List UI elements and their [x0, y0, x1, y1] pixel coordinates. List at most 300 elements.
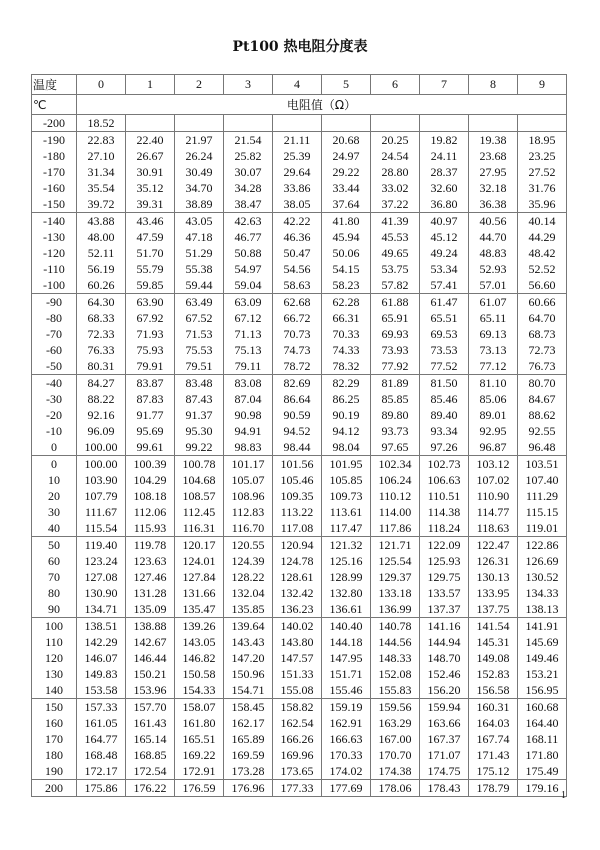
resistance-cell	[77, 375, 126, 456]
resistance-value: 58.23	[332, 278, 360, 292]
temperature-cell	[32, 132, 77, 213]
resistance-value: 73.93	[381, 343, 409, 357]
resistance-value: 151.71	[329, 667, 363, 681]
resistance-value: 19.38	[479, 133, 507, 147]
resistance-value: 108.96	[231, 489, 265, 503]
resistance-value: 86.25	[332, 392, 360, 406]
resistance-value: 37.22	[381, 197, 409, 211]
resistance-value: 43.05	[185, 214, 213, 228]
temperature-value: -40	[46, 376, 62, 390]
resistance-value: 128.61	[280, 570, 314, 584]
resistance-value: 141.16	[427, 619, 461, 633]
resistance-value: 74.73	[283, 343, 311, 357]
resistance-value: 34.28	[234, 181, 262, 195]
resistance-value: 59.04	[234, 278, 262, 292]
temperature-value: 20	[48, 489, 60, 503]
column-header: 8	[469, 75, 518, 95]
resistance-value: 176.59	[182, 781, 216, 795]
resistance-cell	[322, 780, 371, 797]
resistance-value: 125.54	[378, 554, 412, 568]
resistance-value: 41.80	[332, 214, 360, 228]
resistance-value: 72.33	[87, 327, 115, 341]
temperature-value: 200	[45, 781, 63, 795]
resistance-value: 117.08	[280, 521, 314, 535]
resistance-value: 128.99	[329, 570, 363, 584]
resistance-cell	[518, 132, 567, 213]
resistance-value: 159.94	[427, 700, 461, 714]
resistance-value: 40.14	[528, 214, 556, 228]
resistance-cell	[175, 780, 224, 797]
resistance-cell	[224, 213, 273, 294]
resistance-value: 163.66	[427, 716, 461, 730]
resistance-value: 18.52	[87, 116, 115, 130]
temperature-value: 110	[45, 635, 63, 649]
temperature-value: -140	[43, 214, 65, 228]
resistance-value: 133.18	[378, 586, 412, 600]
resistance-value: 49.65	[381, 246, 409, 260]
resistance-value: 158.82	[280, 700, 314, 714]
resistance-cell	[420, 456, 469, 537]
resistance-value: 57.82	[381, 278, 409, 292]
resistance-cell	[322, 213, 371, 294]
resistance-value: 63.90	[136, 295, 164, 309]
corner-label-unit: ℃	[32, 95, 77, 115]
resistance-value: 155.08	[280, 683, 314, 697]
resistance-value: 42.22	[283, 214, 311, 228]
resistance-value: 67.12	[234, 311, 262, 325]
temperature-cell	[32, 375, 77, 456]
resistance-cell	[77, 294, 126, 375]
resistance-cell	[322, 699, 371, 780]
resistance-value	[371, 115, 419, 131]
resistance-value: 141.91	[525, 619, 559, 633]
resistance-value: 154.71	[231, 683, 265, 697]
resistance-value: 111.67	[84, 505, 118, 519]
resistance-value: 113.61	[329, 505, 363, 519]
resistance-value: 38.05	[283, 197, 311, 211]
resistance-cell	[469, 780, 518, 797]
resistance-value: 68.33	[87, 311, 115, 325]
resistance-value: 67.92	[136, 311, 164, 325]
resistance-value: 142.29	[84, 635, 118, 649]
resistance-value: 132.04	[231, 586, 265, 600]
resistance-cell	[518, 115, 567, 132]
resistance-value: 171.80	[525, 748, 559, 762]
table-row-block	[32, 456, 567, 537]
resistance-value: 50.47	[283, 246, 311, 260]
resistance-value: 73.13	[479, 343, 507, 357]
resistance-value: 80.70	[528, 376, 556, 390]
resistance-value: 33.86	[283, 181, 311, 195]
resistance-value: 75.53	[185, 343, 213, 357]
resistance-value: 159.56	[378, 700, 412, 714]
temperature-value: 30	[48, 505, 60, 519]
table-row-block	[32, 294, 567, 375]
resistance-value: 164.03	[476, 716, 510, 730]
temperature-cell	[32, 213, 77, 294]
resistance-value: 61.07	[479, 295, 507, 309]
resistance-value: 35.96	[528, 197, 556, 211]
resistance-value: 55.38	[185, 262, 213, 276]
resistance-cell	[420, 618, 469, 699]
resistance-value: 109.35	[280, 489, 314, 503]
resistance-value: 35.54	[87, 181, 115, 195]
resistance-value: 50.88	[234, 246, 262, 260]
resistance-value: 55.79	[136, 262, 164, 276]
temperature-value: 0	[51, 457, 57, 471]
resistance-cell	[273, 780, 322, 797]
resistance-value: 28.80	[381, 165, 409, 179]
column-header: 2	[175, 75, 224, 95]
header-row-unit	[32, 95, 567, 115]
resistance-value: 150.58	[182, 667, 216, 681]
table-row-block	[32, 780, 567, 797]
resistance-cell	[224, 132, 273, 213]
resistance-value: 160.31	[476, 700, 510, 714]
resistance-value: 155.83	[378, 683, 412, 697]
resistance-value: 56.60	[528, 278, 556, 292]
resistance-value: 92.16	[87, 408, 115, 422]
resistance-cell	[371, 537, 420, 618]
resistance-value: 93.34	[430, 424, 458, 438]
resistance-value: 60.26	[87, 278, 115, 292]
resistance-value: 119.01	[525, 521, 559, 535]
resistance-value: 87.04	[234, 392, 262, 406]
resistance-value: 43.46	[136, 214, 164, 228]
resistance-value: 122.47	[476, 538, 510, 552]
resistance-value: 110.90	[476, 489, 510, 503]
resistance-value: 21.54	[234, 133, 262, 147]
table-row-block	[32, 537, 567, 618]
resistance-cell	[273, 132, 322, 213]
resistance-value: 44.70	[479, 230, 507, 244]
resistance-cell	[469, 456, 518, 537]
resistance-value: 175.49	[525, 764, 559, 778]
resistance-value: 159.19	[329, 700, 363, 714]
resistance-cell	[175, 456, 224, 537]
temperature-value: -110	[43, 262, 65, 276]
resistance-value: 167.37	[427, 732, 461, 746]
resistance-value: 173.28	[231, 764, 265, 778]
resistance-cell	[469, 537, 518, 618]
resistance-value: 110.12	[378, 489, 412, 503]
resistance-value: 101.56	[280, 457, 314, 471]
resistance-value: 83.48	[185, 376, 213, 390]
resistance-cell	[126, 115, 175, 132]
resistance-value: 126.69	[525, 554, 559, 568]
resistance-cell	[175, 213, 224, 294]
resistance-value: 177.33	[280, 781, 314, 795]
temperature-value: 10	[48, 473, 60, 487]
temperature-value: 150	[45, 700, 63, 714]
resistance-value: 137.37	[427, 602, 461, 616]
resistance-value: 89.80	[381, 408, 409, 422]
temperature-value: 180	[45, 748, 63, 762]
resistance-value	[518, 115, 566, 131]
resistance-value: 176.96	[231, 781, 265, 795]
resistance-value: 48.83	[479, 246, 507, 260]
resistance-value: 133.57	[427, 586, 461, 600]
resistance-value: 60.66	[528, 295, 556, 309]
resistance-value: 97.26	[430, 440, 458, 454]
resistance-value: 136.23	[280, 602, 314, 616]
resistance-value: 175.12	[476, 764, 510, 778]
resistance-value: 105.46	[280, 473, 314, 487]
resistance-cell	[273, 618, 322, 699]
resistance-cell	[175, 115, 224, 132]
resistance-value: 96.87	[479, 440, 507, 454]
table-row-block	[32, 132, 567, 213]
resistance-value: 103.51	[525, 457, 559, 471]
resistance-value: 25.39	[283, 149, 311, 163]
temperature-value: -180	[43, 149, 65, 163]
resistance-value: 170.70	[378, 748, 412, 762]
header-row-columns	[32, 75, 567, 95]
resistance-value: 90.98	[234, 408, 262, 422]
resistance-value: 77.92	[381, 359, 409, 373]
resistance-value: 83.87	[136, 376, 164, 390]
temperature-value: 40	[48, 521, 60, 535]
resistance-value: 37.64	[332, 197, 360, 211]
resistance-value: 62.68	[283, 295, 311, 309]
resistance-value: 99.61	[136, 440, 164, 454]
resistance-value: 68.73	[528, 327, 556, 341]
resistance-value: 133.95	[476, 586, 510, 600]
resistance-value: 100.00	[84, 457, 118, 471]
resistance-value: 104.29	[133, 473, 167, 487]
resistance-value: 29.22	[332, 165, 360, 179]
temperature-cell	[32, 294, 77, 375]
resistance-cell	[224, 618, 273, 699]
resistance-value: 59.85	[136, 278, 164, 292]
resistance-cell	[126, 699, 175, 780]
resistance-value: 26.24	[185, 149, 213, 163]
temperature-value: 50	[48, 538, 60, 552]
resistance-cell	[273, 213, 322, 294]
resistance-value	[224, 115, 272, 131]
resistance-cell	[77, 213, 126, 294]
resistance-cell	[273, 375, 322, 456]
resistance-value: 94.52	[283, 424, 311, 438]
resistance-value: 98.04	[332, 440, 360, 454]
resistance-value: 79.11	[234, 359, 262, 373]
resistance-value: 171.43	[476, 748, 510, 762]
resistance-cell	[126, 618, 175, 699]
resistance-value: 22.83	[87, 133, 115, 147]
table-row-block	[32, 618, 567, 699]
resistance-value: 81.50	[430, 376, 458, 390]
resistance-value: 163.29	[378, 716, 412, 730]
resistance-value: 76.33	[87, 343, 115, 357]
resistance-value: 110.51	[427, 489, 461, 503]
resistance-value	[469, 115, 517, 131]
resistance-value: 97.65	[381, 440, 409, 454]
resistance-value: 158.45	[231, 700, 265, 714]
temperature-value: 90	[48, 602, 60, 616]
resistance-value: 77.52	[430, 359, 458, 373]
resistance-cell	[371, 375, 420, 456]
resistance-cell	[224, 780, 273, 797]
resistance-value: 62.28	[332, 295, 360, 309]
column-header: 3	[224, 75, 273, 95]
resistance-value: 48.00	[87, 230, 115, 244]
resistance-cell	[126, 780, 175, 797]
resistance-value: 151.33	[280, 667, 314, 681]
resistance-value: 179.16	[525, 781, 559, 795]
resistance-value: 147.57	[280, 651, 314, 665]
resistance-cell	[469, 294, 518, 375]
resistance-value: 80.31	[87, 359, 115, 373]
resistance-value: 149.83	[84, 667, 118, 681]
resistance-cell	[273, 699, 322, 780]
resistance-value: 69.93	[381, 327, 409, 341]
resistance-value: 165.89	[231, 732, 265, 746]
resistance-value: 134.33	[525, 586, 559, 600]
resistance-cell	[77, 780, 126, 797]
resistance-value: 162.91	[329, 716, 363, 730]
resistance-value: 85.85	[381, 392, 409, 406]
resistance-value: 24.54	[381, 149, 409, 163]
resistance-value: 172.17	[84, 764, 118, 778]
resistance-value: 122.86	[525, 538, 559, 552]
resistance-value: 84.67	[528, 392, 556, 406]
resistance-value: 85.46	[430, 392, 458, 406]
resistance-cell	[175, 375, 224, 456]
temperature-value: 160	[45, 716, 63, 730]
resistance-value: 140.78	[378, 619, 412, 633]
resistance-value: 31.34	[87, 165, 115, 179]
resistance-cell	[420, 780, 469, 797]
temperature-value: -70	[46, 327, 62, 341]
resistance-value: 96.48	[528, 440, 556, 454]
resistance-cell	[77, 132, 126, 213]
resistance-value: 130.13	[476, 570, 510, 584]
resistance-value: 41.39	[381, 214, 409, 228]
resistance-value: 119.78	[133, 538, 167, 552]
resistance-value: 102.73	[427, 457, 461, 471]
resistance-value: 125.93	[427, 554, 461, 568]
resistance-value: 105.07	[231, 473, 265, 487]
temperature-value: 190	[45, 764, 63, 778]
resistance-value: 115.93	[133, 521, 167, 535]
resistance-cell	[77, 699, 126, 780]
resistance-value: 77.12	[479, 359, 507, 373]
temperature-value: -90	[46, 295, 62, 309]
resistance-value: 124.01	[182, 554, 216, 568]
resistance-cell	[322, 115, 371, 132]
temperature-value: -170	[43, 165, 65, 179]
resistance-value: 145.31	[476, 635, 510, 649]
resistance-value: 115.15	[525, 505, 559, 519]
resistance-value: 50.06	[332, 246, 360, 260]
resistance-value: 30.07	[234, 165, 262, 179]
resistance-value: 107.40	[525, 473, 559, 487]
resistance-value: 119.40	[84, 538, 118, 552]
resistance-value: 30.49	[185, 165, 213, 179]
resistance-value: 129.37	[378, 570, 412, 584]
table-row-block	[32, 699, 567, 780]
resistance-value: 143.43	[231, 635, 265, 649]
resistance-value: 75.13	[234, 343, 262, 357]
resistance-value: 89.01	[479, 408, 507, 422]
temperature-value: -200	[43, 116, 65, 130]
resistance-value	[273, 115, 321, 131]
resistance-value: 27.52	[528, 165, 556, 179]
resistance-value: 112.45	[182, 505, 216, 519]
resistance-cell	[322, 456, 371, 537]
resistance-value: 101.17	[231, 457, 265, 471]
resistance-value: 168.11	[525, 732, 559, 746]
resistance-value: 54.97	[234, 262, 262, 276]
resistance-value: 39.72	[87, 197, 115, 211]
resistance-cell	[420, 213, 469, 294]
resistance-value: 45.53	[381, 230, 409, 244]
resistance-value	[420, 115, 468, 131]
resistance-value: 127.08	[84, 570, 118, 584]
resistance-value: 166.63	[329, 732, 363, 746]
resistance-value: 172.91	[182, 764, 216, 778]
resistance-value: 54.56	[283, 262, 311, 276]
resistance-cell	[77, 115, 126, 132]
resistance-cell	[126, 537, 175, 618]
resistance-value: 147.95	[329, 651, 363, 665]
resistance-value: 106.24	[378, 473, 412, 487]
resistance-value: 79.91	[136, 359, 164, 373]
temperature-cell	[32, 537, 77, 618]
resistance-value: 166.26	[280, 732, 314, 746]
resistance-cell	[224, 537, 273, 618]
resistance-value: 130.90	[84, 586, 118, 600]
resistance-cell	[518, 375, 567, 456]
resistance-value: 51.70	[136, 246, 164, 260]
column-header: 6	[371, 75, 420, 95]
resistance-value: 114.00	[378, 505, 412, 519]
resistance-value: 105.85	[329, 473, 363, 487]
resistance-cell	[371, 132, 420, 213]
resistance-value: 174.02	[329, 764, 363, 778]
resistance-value: 146.07	[84, 651, 118, 665]
resistance-value: 138.51	[84, 619, 118, 633]
resistance-value: 25.82	[234, 149, 262, 163]
resistance-value: 92.95	[479, 424, 507, 438]
resistance-value: 120.94	[280, 538, 314, 552]
resistance-value: 70.33	[332, 327, 360, 341]
resistance-value: 53.75	[381, 262, 409, 276]
resistance-cell	[322, 294, 371, 375]
resistance-value: 136.61	[329, 602, 363, 616]
resistance-cell	[420, 132, 469, 213]
resistance-cell	[518, 537, 567, 618]
resistance-value: 111.29	[525, 489, 559, 503]
resistance-value: 170.33	[329, 748, 363, 762]
resistance-value: 140.02	[280, 619, 314, 633]
resistance-value: 127.84	[182, 570, 216, 584]
resistance-value: 65.91	[381, 311, 409, 325]
resistance-value: 69.53	[430, 327, 458, 341]
resistance-value: 103.12	[476, 457, 510, 471]
resistance-value: 100.00	[84, 440, 118, 454]
resistance-value: 89.40	[430, 408, 458, 422]
resistance-cell	[420, 294, 469, 375]
resistance-value: 56.19	[87, 262, 115, 276]
resistance-value: 94.91	[234, 424, 262, 438]
resistance-value: 132.42	[280, 586, 314, 600]
resistance-value: 99.22	[185, 440, 213, 454]
resistance-value: 114.38	[427, 505, 461, 519]
resistance-value: 71.93	[136, 327, 164, 341]
resistance-value: 131.28	[133, 586, 167, 600]
resistance-value: 85.06	[479, 392, 507, 406]
